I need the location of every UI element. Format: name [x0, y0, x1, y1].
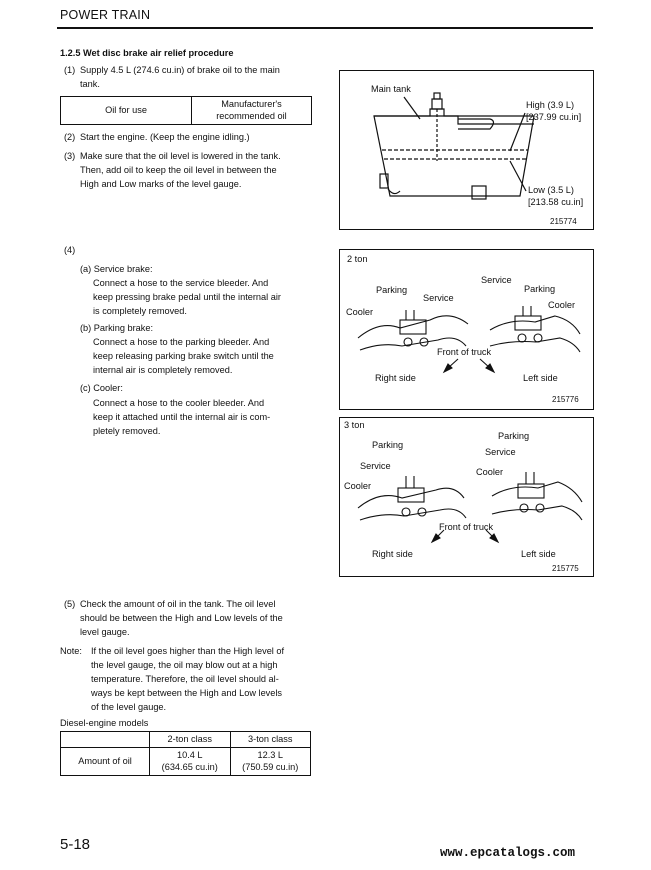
fig2-parking-right: Parking [524, 284, 556, 294]
sub-b-line1: Connect a hose to the parking bleeder. And [93, 337, 270, 347]
fig2-parking-left: Parking [376, 285, 408, 295]
sub-c-line1: Connect a hose to the cooler bleeder. And [93, 398, 265, 408]
amount-table-h1 [150, 732, 231, 748]
oil-table-col2 [192, 97, 312, 125]
step1-number: (1) [64, 65, 76, 75]
fig3-code: 215775 [552, 564, 579, 573]
figure-main-tank [339, 70, 594, 230]
oil-table-col2-line1: Manufacturer's [221, 99, 282, 109]
diesel-title: Diesel-engine models [60, 718, 149, 728]
step3-line3: High and Low marks of the level gauge. [80, 179, 242, 189]
step5-number: (5) [64, 599, 76, 609]
amount-table [60, 731, 311, 776]
header-rule [57, 27, 593, 29]
fig3-parking-left: Parking [372, 440, 404, 450]
fig3-service-right: Service [485, 447, 516, 457]
low-level-label: Low (3.5 L) [528, 185, 574, 195]
high-level-cuin: [237.99 cu.in] [526, 112, 582, 122]
sub-a-line1: Connect a hose to the service bleeder. And [93, 278, 269, 288]
sub-c-line3: pletely removed. [93, 426, 161, 436]
sub-a-line3: is completely removed. [93, 306, 187, 316]
sub-b-line2: keep releasing parking brake switch until the [93, 351, 274, 361]
fig3-cooler-left: Cooler [344, 481, 372, 491]
figure-code: 215774 [550, 217, 577, 226]
sub-c-title: (c) Cooler: [80, 383, 123, 393]
page-header-title: POWER TRAIN [60, 8, 151, 22]
amount-table-v2 [230, 748, 311, 776]
step2-text: Start the engine. (Keep the engine idling.) [80, 132, 250, 142]
step3-number: (3) [64, 151, 76, 161]
note-line4: ways be kept between the High and Low levels [91, 688, 283, 698]
page-number: 5-18 [60, 836, 91, 853]
fig3-left-side: Left side [521, 549, 556, 559]
oil-for-use-label: Oil for use [105, 104, 147, 115]
fig2-cooler-left: Cooler [346, 307, 374, 317]
note-line1: If the oil level goes higher than the High level of [91, 646, 285, 656]
fig2-front-of-truck: Front of truck [437, 347, 492, 357]
step5-line1: Check the amount of oil in the tank. The oil level [80, 599, 276, 609]
step5-line3: level gauge. [80, 627, 130, 637]
figure-3-ton [339, 417, 594, 577]
note-line5: of the level gauge. [91, 702, 167, 712]
step3-line2: Then, add oil to keep the oil level in between the [80, 165, 277, 175]
amount-table-h2 [230, 732, 311, 748]
note-line3: temperature. Therefore, the oil level should al- [91, 674, 279, 684]
fig2-title: 2 ton [347, 254, 368, 264]
two-ton-cuin: (634.65 cu.in) [161, 761, 218, 772]
amount-of-oil-label: Amount of oil [78, 755, 132, 766]
three-ton-header: 3-ton class [248, 733, 293, 744]
step2-number: (2) [64, 132, 76, 142]
high-level-label: High (3.9 L) [526, 100, 575, 110]
note-line2: the level gauge, the oil may blow out at a high [91, 660, 278, 670]
fig3-right-side: Right side [372, 549, 413, 559]
sub-a-title: (a) Service brake: [80, 264, 153, 274]
fig3-parking-right: Parking [498, 431, 530, 441]
note-label: Note: [60, 646, 82, 656]
two-ton-liters: 10.4 L [176, 750, 203, 760]
three-ton-liters: 12.3 L [257, 750, 284, 760]
sub-a-line2: keep pressing brake pedal until the internal air [93, 292, 281, 302]
step1-line1: Supply 4.5 L (274.6 cu.in) of brake oil to the main [80, 65, 280, 75]
amount-table-row-label [61, 748, 150, 776]
amount-table-v1 [150, 748, 231, 776]
fig3-front-of-truck: Front of truck [439, 522, 494, 532]
fig3-cooler-right: Cooler [476, 467, 504, 477]
main-tank-label: Main tank [371, 84, 411, 94]
section-title: 1.2.5 Wet disc brake air relief procedure [60, 48, 234, 58]
fig3-title: 3 ton [344, 420, 365, 430]
sub-b-title: (b) Parking brake: [80, 323, 154, 333]
site-watermark: www.epcatalogs.com [440, 846, 576, 860]
brake-bleeders-2ton-drawing [340, 250, 593, 409]
fig2-left-side: Left side [523, 373, 558, 383]
fig2-code: 215776 [552, 395, 579, 404]
step5-line2: should be between the High and Low levels of the [80, 613, 283, 623]
fig2-cooler-right: Cooler [548, 300, 576, 310]
amount-table-corner [61, 732, 150, 748]
sub-c-line2: keep it attached until the internal air is com- [93, 412, 271, 422]
low-level-cuin: [213.58 cu.in] [528, 197, 584, 207]
step3-line1: Make sure that the oil level is lowered in the tank. [80, 151, 281, 161]
fig2-right-side: Right side [375, 373, 416, 383]
three-ton-cuin: (750.59 cu.in) [242, 761, 299, 772]
two-ton-header: 2-ton class [167, 733, 212, 744]
fig2-service-left: Service [423, 293, 454, 303]
oil-table-col1 [61, 97, 192, 125]
step4-number: (4) [64, 245, 76, 255]
oil-table-col2-line2: recommended oil [216, 110, 287, 121]
figure-2-ton [339, 249, 594, 410]
fig2-service-right: Service [481, 275, 512, 285]
oil-table [60, 96, 312, 125]
step1-line2: tank. [80, 79, 100, 89]
fig3-service-left: Service [360, 461, 391, 471]
sub-b-line3: internal air is completely removed. [93, 365, 233, 375]
